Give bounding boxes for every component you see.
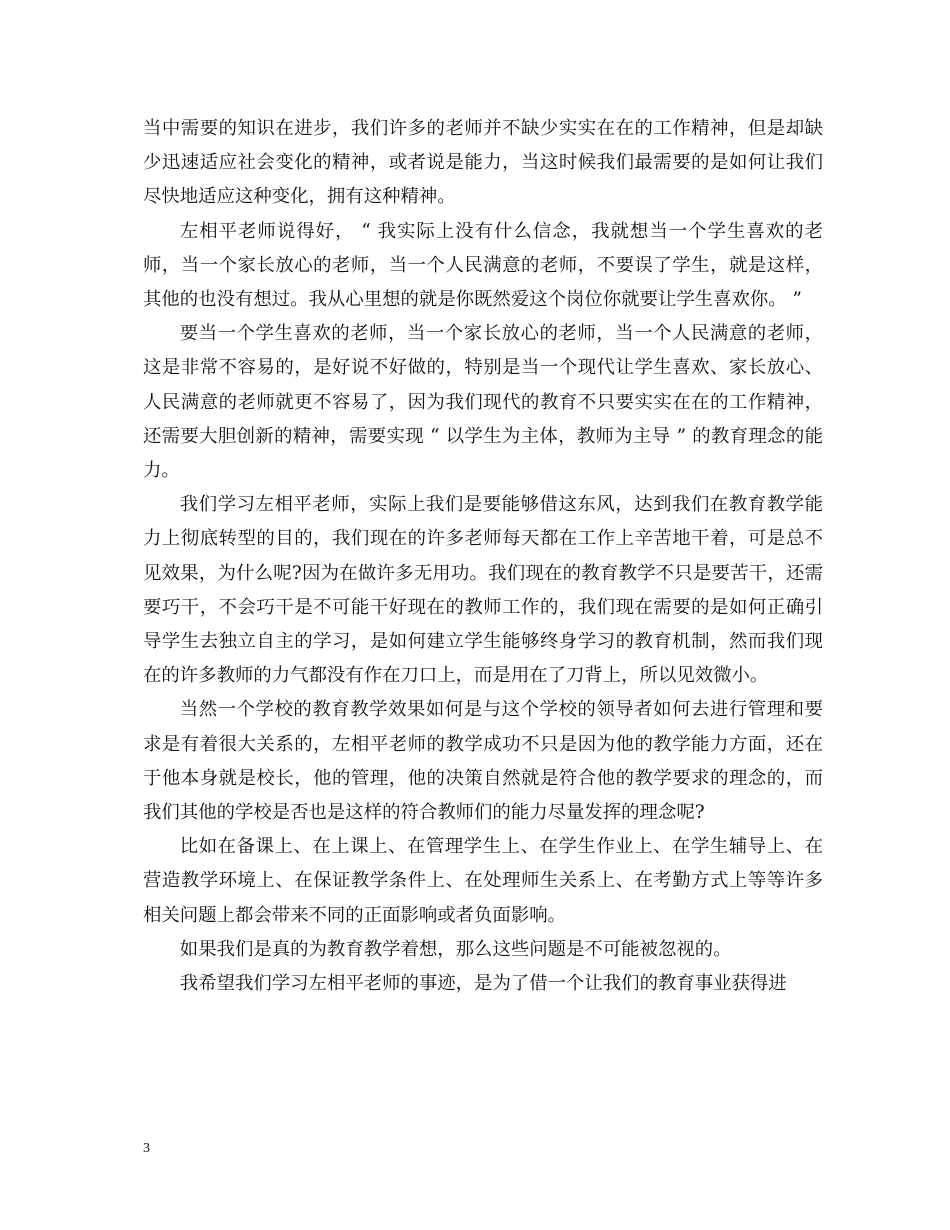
paragraph-3: 要当一个学生喜欢的老师，当一个家长放心的老师，当一个人民满意的老师，这是非常不容易的，是好说不好做的，特别是当一个现代让学生喜欢、家长放心、人民满意的老师就更不容易了，因为我们现代的教育不只要实实在在的工作精神，还需要大胆创新的精神，需要实现 “ 以学生为主体，教师为主导 ” 的教育理念的能力。 xyxy=(143,323,823,482)
paragraph-5: 当然一个学校的教育教学效果如何是与这个学校的领导者如何去进行管理和要求是有着很大关系的，左相平老师的教学成功不只是因为他的教学能力方面，还在于他本身就是校长，他的管理，他的决策自然就是符合他的教学要求的理念的，而我们其他的学校是否也是这样的符合教师们的能力尽量发挥的理念呢? xyxy=(143,699,823,824)
page-number: 3 xyxy=(143,1141,150,1156)
paragraph-7: 如果我们是真的为教育教学着想，那么这些问题是不可能被忽视的。 xyxy=(179,938,732,960)
body-text xyxy=(143,112,823,1001)
paragraph-6: 比如在备课上、在上课上、在管理学生上、在学生作业上、在学生辅导上、在营造教学环境上、在保证教学条件上、在处理师生关系上、在考勤方式上等等许多相关问题上都会带来不同的正面影响或者负面影响。 xyxy=(143,836,823,926)
paragraph-1: 当中需要的知识在进步，我们许多的老师并不缺少实实在在的工作精神，但是却缺少迅速适应社会变化的精神，或者说是能力，当这时候我们最需要的是如何让我们尽快地适应这种变化，拥有这种精神。 xyxy=(143,118,823,208)
paragraph-2: 左相平老师说得好， “ 我实际上没有什么信念，我就想当一个学生喜欢的老师，当一个家长放心的老师，当一个人民满意的老师，不要误了学生，就是这样，其他的也没有想过。我从心里想的就是你既然爱这个岗位你就要让学生喜欢你。 ” xyxy=(143,220,823,311)
paragraph-8: 我希望我们学习左相平老师的事迹，是为了借一个让我们的教育事业获得进 xyxy=(179,973,787,995)
paragraph-4: 我们学习左相平老师，实际上我们是要能够借这东风，达到我们在教育教学能力上彻底转型的目的，我们现在的许多老师每天都在工作上辛苦地干着，可是总不见效果，为什么呢?因为在做许多无用功。我们现在的教育教学不只是要苦干，还需要巧干，不会巧干是不可能干好现在的教师工作的，我们现在需要的是如何正确引导学生去独立自主的学习，是如何建立学生能够终身学习的教育机制，然而我们现在的许多教师的力气都没有作在刀口上，而是用在了刀背上，所以见效微小。 xyxy=(143,494,823,687)
